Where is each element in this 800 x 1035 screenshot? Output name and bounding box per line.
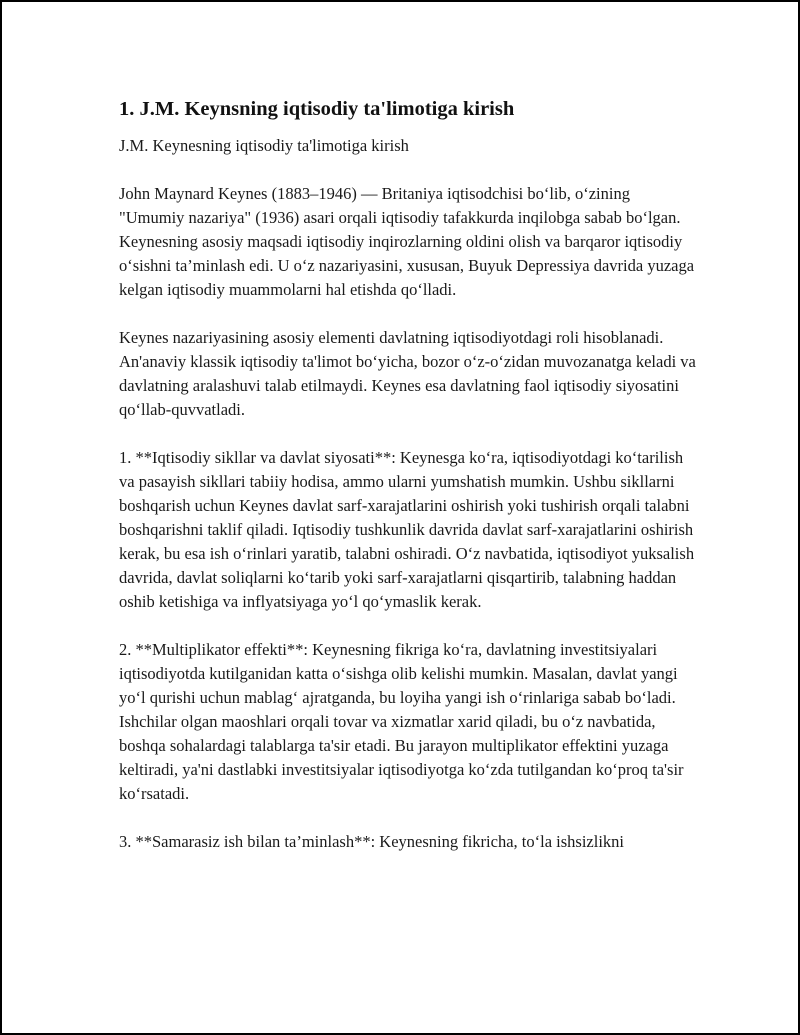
paragraph-economic-cycles: 1. **Iqtisodiy sikllar va davlat siyosati**: Keynesga ko‘ra, iqtisodiyotdagi ko‘tarilish va pasayish sikllari tabiiy hodisa, ammo ularni yumshatish mumkin. Ushbu sikllarni boshqarish uchun Keynes davlat sarf-xarajatlarini oshirish yoki tushirish orqali talabni boshqarishni taklif qiladi. Iqtisodiy tushkunlik davrida davlat sarf-xarajatlarini oshirish kerak, bu esa ish o‘rinlari yaratib, talabni oshiradi. O‘z navbatida, iqtisodiyot yuksalish davrida, davlat soliqlarni ko‘tarib yoki sarf-xarajatlarni qisqartirib, talabning haddan oshib ketishiga va inflyatsiyaga yo‘l qo‘ymaslik kerak. <box>119 448 695 611</box>
document-heading: 1. J.M. Keynsning iqtisodiy ta'limotiga kirish <box>119 98 515 120</box>
paragraph-multiplier-effect: 2. **Multiplikator effekti**: Keynesning fikriga ko‘ra, davlatning investitsiyalari iqtisodiyotda kutilganidan katta o‘sishga olib kelishi mumkin. Masalan, davlat yangi yo‘l qurishi uchun mablag‘ ajratganda, bu loyiha yangi ish o‘rinlariga sabab bo‘ladi. Ishchilar olgan maoshlari orqali tovar va xizmatlar xarid qiladi, bu o‘z navbatida, boshqa sohalardagi talablarga ta'sir etadi. Bu jarayon multiplikator effektini yuzaga keltiradi, ya'ni dastlabki investitsiyalar iqtisodiyotga ko‘zda tutilgandan ko‘proq ta'sir ko‘rsatadi. <box>119 640 684 803</box>
paragraph-state-role: Keynes nazariyasining asosiy elementi davlatning iqtisodiyotdagi roli hisoblanadi. An'anaviy klassik iqtisodiy ta'limot bo‘yicha, bozor o‘z-o‘zidan muvozanatga keladi va davlatning aralashuvi talab etilmaydi. Keynes esa davlatning faol iqtisodiy siyosatini qo‘llab-quvvatladi. <box>119 328 696 419</box>
paragraph-employment: 3. **Samarasiz ish bilan ta’minlash**: Keynesning fikricha, to‘la ishsizlikni <box>119 832 624 851</box>
paragraph-intro: John Maynard Keynes (1883–1946) — Britaniya iqtisodchisi bo‘lib, o‘zining "Umumiy nazariya" (1936) asari orqali iqtisodiy tafakkurda inqilobga sabab bo‘lgan. Keynesning asosiy maqsadi iqtisodiy inqirozlarning oldini olish va barqaror iqtisodiy o‘sishni ta’minlash edi. U o‘z nazariyasini, xususan, Buyuk Depressiya davrida yuzaga kelgan iqtisodiy muammolarni hal etishda qo‘lladi. <box>119 184 695 299</box>
document-subtitle: J.M. Keynesning iqtisodiy ta'limotiga kirish <box>119 136 409 155</box>
document-content <box>119 95 699 878</box>
